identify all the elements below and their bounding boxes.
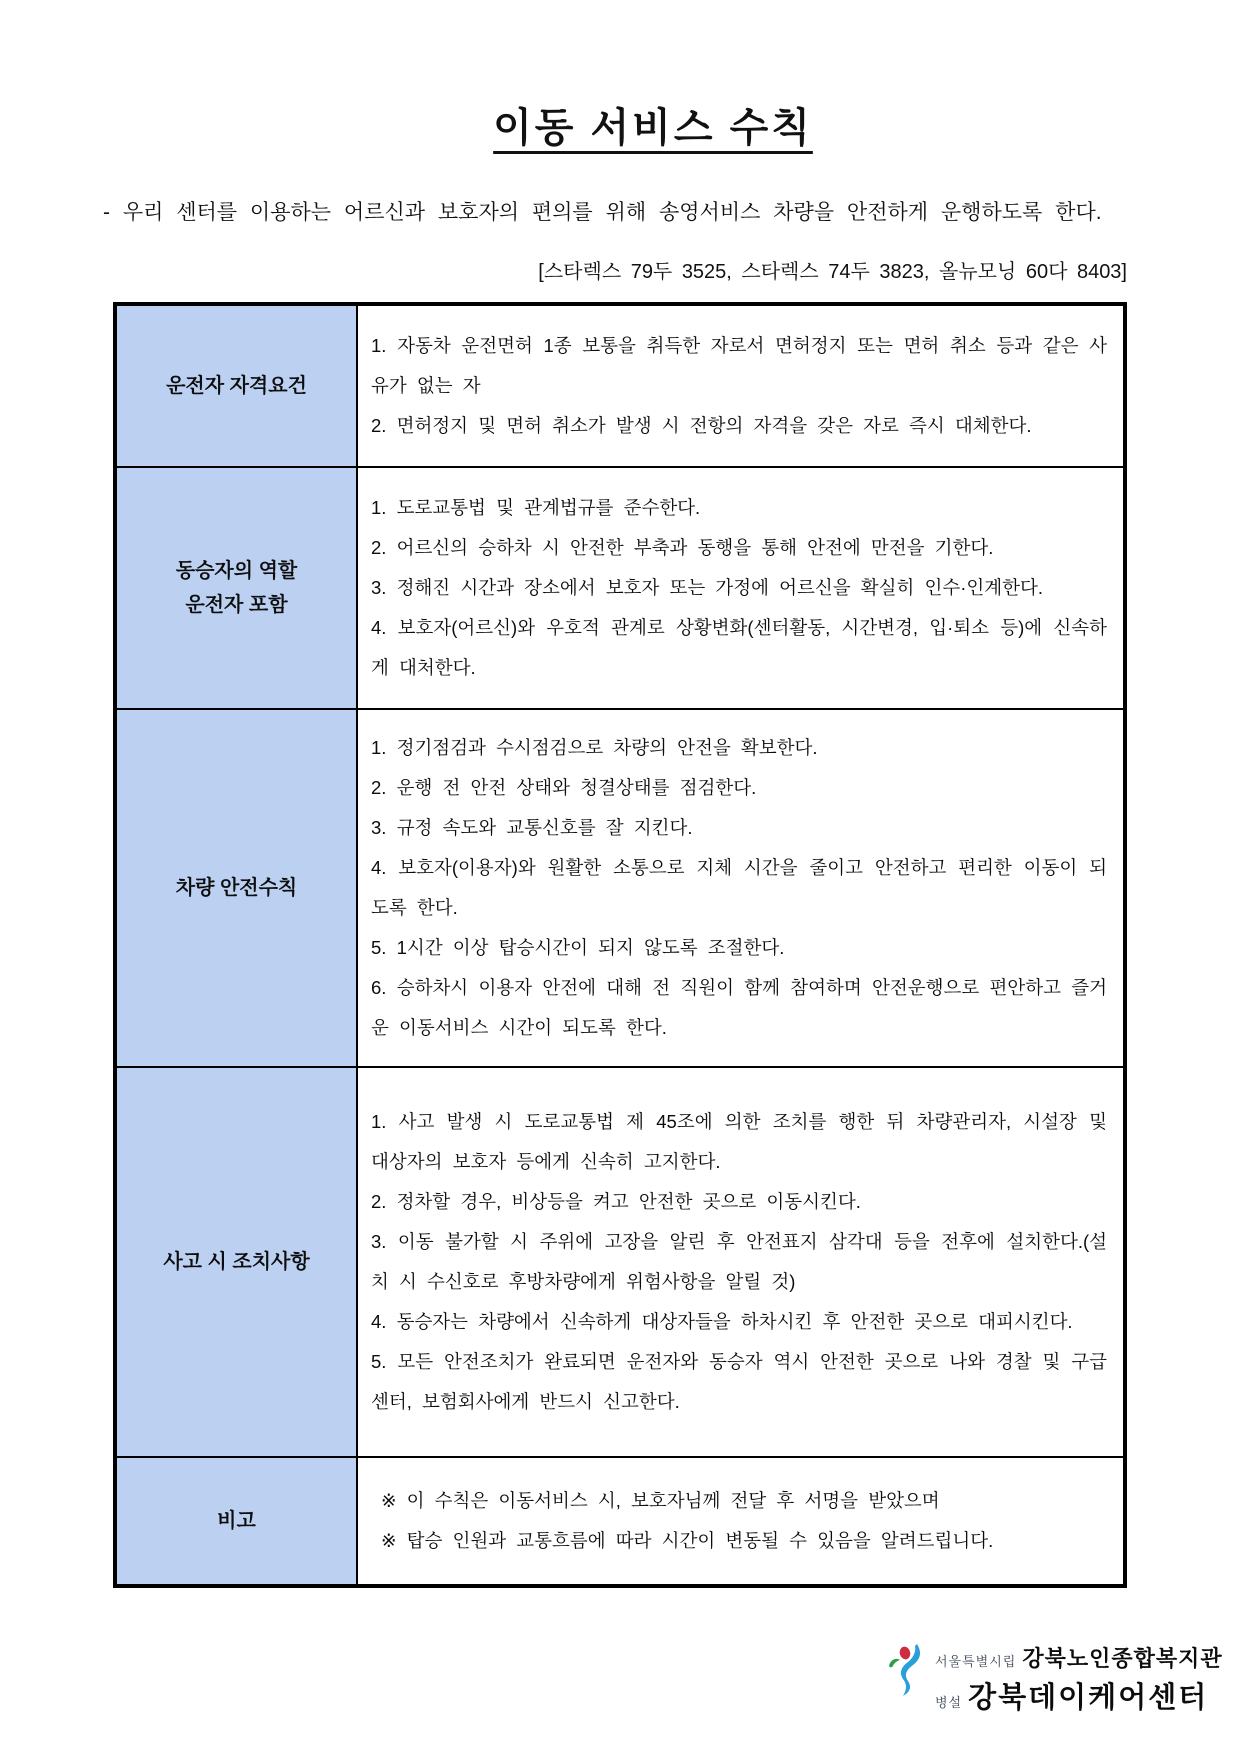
rule-item: 2. 운행 전 안전 상태와 청결상태를 점검한다. — [371, 777, 757, 798]
table-row-vehicle-safety — [115, 709, 1125, 1067]
rule-item: 5. 모든 안전조치가 완료되면 운전자와 동승자 역시 안전한 곳으로 나와 경찰 및 구급센터, 보험회사에게 반드시 신고한다. — [371, 1351, 1107, 1412]
table-row-driver-qualifications — [115, 304, 1125, 467]
logo-text — [935, 1642, 1223, 1716]
row-label-line2: 운전자 포함 — [185, 594, 288, 616]
row-content-cell — [357, 1067, 1125, 1457]
row-label: 동승자의 역할 — [175, 560, 298, 582]
org-prefix: 서울특별시립 — [935, 1654, 1017, 1669]
intro-paragraph: - 우리 센터를 이용하는 어르신과 보호자의 편의를 위해 송영서비스 차량을 안전하게 운행하도록 한다. — [103, 201, 1102, 224]
vehicle-list: [스타렉스 79두 3525, 스타렉스 74두 3823, 올뉴모닝 60다 8403] — [538, 261, 1127, 283]
row-content-cell — [357, 709, 1125, 1067]
row-label-cell — [115, 304, 357, 467]
rule-item: 3. 이동 불가할 시 주위에 고장을 알린 후 안전표지 삼각대 등을 전후에 설치한다.(설치 시 수신호로 후방차량에게 위험사항을 알릴 것) — [371, 1231, 1107, 1292]
rule-item: 4. 동승자는 차량에서 신속하게 대상자들을 하차시킨 후 안전한 곳으로 대피시킨다. — [371, 1311, 1073, 1332]
row-label-cell — [115, 1067, 357, 1457]
row-label-cell — [115, 1457, 357, 1586]
rule-item: 1. 도로교통법 및 관계법규를 준수한다. — [371, 497, 701, 518]
rule-item: 6. 승하차시 이용자 안전에 대해 전 직원이 함께 참여하며 안전운행으로 편안하고 즐거운 이동서비스 시간이 되도록 한다. — [371, 977, 1107, 1038]
row-label: 차량 안전수칙 — [175, 877, 298, 899]
rule-item: 3. 규정 속도와 교통신호를 잘 지킨다. — [371, 817, 693, 838]
row-content-cell — [357, 1457, 1125, 1586]
rule-item: 2. 정차할 경우, 비상등을 켜고 안전한 곳으로 이동시킨다. — [371, 1191, 861, 1212]
remark-item: ※ 탑승 인원과 교통흐름에 따라 시간이 변동될 수 있음을 알려드립니다. — [381, 1530, 994, 1551]
rule-item: 2. 어르신의 승하차 시 안전한 부축과 동행을 통해 안전에 만전을 기한다. — [371, 537, 994, 558]
row-label: 운전자 자격요건 — [166, 375, 307, 397]
rules-table — [113, 302, 1127, 1588]
rule-item: 1. 자동차 운전면허 1종 보통을 취득한 자로서 면허정지 또는 면허 취소 등과 같은 사유가 없는 자 — [371, 335, 1107, 396]
page-title-text: 이동 서비스 수칙 — [493, 106, 813, 150]
rule-item: 4. 보호자(어르신)와 우호적 관계로 상황변화(센터활동, 시간변경, 입·퇴소 등)에 신속하게 대처한다. — [371, 617, 1107, 678]
logo-green-leaf — [889, 1659, 900, 1667]
table-row-accident-actions — [115, 1067, 1125, 1457]
sub-prefix: 병설 — [935, 1695, 963, 1710]
sub-name: 강북데이케어센터 — [968, 1682, 1209, 1714]
logo-line-1 — [935, 1642, 1223, 1673]
row-content-cell — [357, 467, 1125, 709]
row-label-cell — [115, 709, 357, 1067]
rule-item: 1. 정기점검과 수시점검으로 차량의 안전을 확보한다. — [371, 737, 818, 758]
row-label-cell — [115, 467, 357, 709]
organization-logo — [888, 1642, 1223, 1716]
rule-item: 1. 사고 발생 시 도로교통법 제 45조에 의한 조치를 행한 뒤 차량관리자, 시설장 및 대상자의 보호자 등에게 신속히 고지한다. — [371, 1111, 1107, 1172]
logo-mark-icon — [888, 1644, 928, 1696]
rule-item: 4. 보호자(이용자)와 원활한 소통으로 지체 시간을 줄이고 안전하고 편리한 이동이 되도록 한다. — [371, 857, 1107, 918]
rule-item: 3. 정해진 시간과 장소에서 보호자 또는 가정에 어르신을 확실히 인수·인계한다. — [371, 577, 1043, 598]
table-row-passenger-role — [115, 467, 1125, 709]
logo-red-dot — [898, 1646, 911, 1661]
row-label: 사고 시 조치사항 — [163, 1251, 310, 1273]
rule-item: 2. 면허정지 및 면허 취소가 발생 시 전항의 자격을 갖은 자로 즉시 대체한다. — [371, 415, 1032, 436]
rule-item: 5. 1시간 이상 탑승시간이 되지 않도록 조절한다. — [371, 937, 785, 958]
row-content-cell — [357, 304, 1125, 467]
page-title — [103, 96, 1203, 153]
logo-line-2 — [935, 1675, 1223, 1716]
remark-item: ※ 이 수칙은 이동서비스 시, 보호자님께 전달 후 서명을 받았으며 — [381, 1490, 940, 1511]
table-row-remarks — [115, 1457, 1125, 1586]
row-label: 비고 — [217, 1510, 256, 1532]
org-name: 강북노인종합복지관 — [1022, 1646, 1223, 1671]
